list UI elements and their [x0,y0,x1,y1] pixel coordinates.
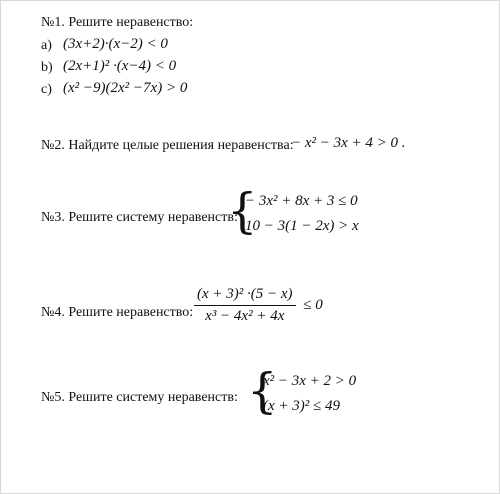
task4-text: №4. Решите неравенство: [41,305,194,320]
task4-denominator: x³ − 4x² + 4x [205,308,285,324]
task1-b-expr: (2x+1)² ·(x−4) < 0 [63,58,177,74]
task4-relation: ≤ 0 [303,296,323,313]
task1-c-expression [63,80,187,97]
task1-title: №1. Решите неравенство: [41,15,194,30]
task2-expression [291,135,406,152]
task2-expr: − x² − 3x + 4 > 0 . [291,135,406,151]
task2-text: №2. Найдите целые решения неравенства: [41,138,294,153]
task1-b-label: b) [41,60,53,75]
task5-line1: x² − 3x + 2 > 0 [263,373,357,389]
task1-b-expression [63,58,176,75]
task1-a-expression [63,36,168,53]
task1-a-label: a) [41,38,52,53]
task4-numerator: (x + 3)² ·(5 − x) [194,286,296,306]
task3-line2: 10 − 3(1 − 2x) > x [245,218,359,234]
task1-a-expr: (3x+2)·(x−2) < 0 [63,36,168,52]
task5-system-brace: { [247,363,278,419]
task3-line1: − 3x² + 8x + 3 ≤ 0 [245,193,358,209]
task3-system-brace: { [227,183,258,239]
task5-line2: (x + 3)² ≤ 49 [263,398,340,414]
task1-c-label: c) [41,82,52,97]
task4-expression [194,286,323,325]
task1-c-expr: (x² −9)(2x² −7x) > 0 [63,80,188,96]
task5-text: №5. Решите систему неравенств: [41,390,238,405]
task4-fraction [194,286,296,325]
task3-text: №3. Решите систему неравенств: [41,210,238,225]
